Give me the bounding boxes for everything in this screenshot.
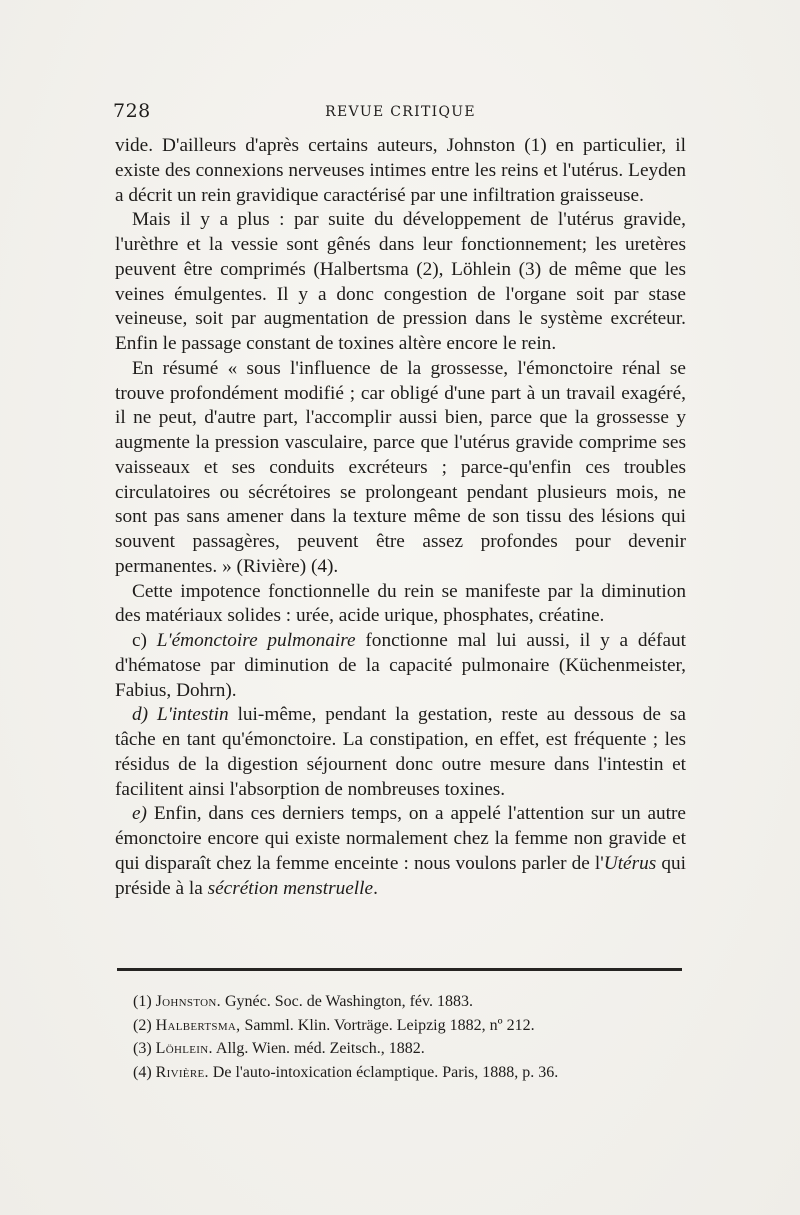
paragraph-c-text: fonctionne mal lui aussi, il y a défaut d'hématose par diminution de la capacité pulmonaire (Küchenmeister, Fabius, Dohrn). (115, 630, 686, 701)
paragraph-d (115, 703, 686, 802)
footnote-1 (133, 990, 663, 1014)
paragraph-e-text: Enfin, dans ces derniers temps, on a appelé l'attention sur un autre émonctoire encore qui existe normalement chez la femme non gravide et qui disparaît chez la femme enceinte : nous voulons parler de l' (115, 803, 686, 874)
paragraph-e-end: . (373, 877, 378, 899)
heading-emonctoire-pulmonaire: L'émonctoire pulmonaire (156, 630, 356, 651)
footnote-rule (117, 968, 682, 971)
paragraph-e (115, 802, 686, 901)
footnote-author: Rivière. (155, 1063, 209, 1081)
section-label-e: e) (132, 803, 147, 825)
paragraph-c (115, 629, 686, 703)
page-header (113, 100, 688, 126)
term-uterus: Utérus (603, 852, 657, 874)
term-secretion-menstruelle: sécrétion menstruelle (207, 877, 374, 899)
paragraph-1: vide. D'ailleurs d'après certains auteurs, Johnston (1) en particulier, il existe des connexions nerveuses intimes entre les reins et l'utérus. Leyden a décrit un rein gravidique caractérisé par une infiltration graisseuse. (115, 135, 686, 206)
running-title: REVUE CRITIQUE (325, 104, 476, 120)
footnote-2 (133, 1014, 663, 1038)
paragraph-e-middle: qui préside à la (115, 852, 686, 899)
heading-intestin: L'intestin (157, 704, 229, 726)
footnote-4 (133, 1061, 663, 1085)
body-text (115, 134, 686, 901)
footnote-number: (2) (133, 1016, 152, 1034)
footnote-3 (133, 1037, 663, 1061)
footnote-author: Johnston. (155, 993, 221, 1010)
footnote-number: (1) (133, 993, 152, 1010)
footnote-text: De l'auto-intoxication éclamptique. Paris, 1888, p. 36. (212, 1063, 559, 1081)
footnote-number: (3) (133, 1040, 152, 1057)
paragraph-2: Mais il y a plus : par suite du développement de l'utérus gravide, l'urèthre et la vessie sont gênés dans leur fonctionnement; les uretères peuvent être comprimés (Halbertsma (2), Löhlein (3) de même que les veines émulgentes. Il y a donc congestion de l'organe soit par stase veineuse, soit par augmentation de pression dans le système excréteur. Enfin le passage constant de toxines altère encore le rein. (115, 209, 686, 354)
page-number: 728 (113, 100, 151, 122)
paragraph-4: Cette impotence fonctionnelle du rein se manifeste par la diminution des matériaux solides : urée, acide urique, phosphates, créatine. (115, 580, 686, 627)
paragraph-3: En résumé « sous l'influence de la grossesse, l'émonctoire rénal se trouve profondément modifié ; car obligé d'une part à un travail exagéré, il ne peut, d'autre part, l'accomplir aussi bien, parce que la grossesse y augmente la pression vasculaire, parce que l'utérus gravide comprime ses vaisseaux et ses conduits excréteurs ; parce-qu'enfin ces troubles circulatoires ou sécrétoires se prolongeant pendant plusieurs mois, ne sont pas sans amener dans la texture même de son tissu des lésions qui souvent passagères, peuvent être assez profondes pour devenir permanentes. » (Rivière) (4). (115, 357, 686, 577)
footnote-number: (4) (133, 1063, 152, 1081)
section-label-c: c) (132, 630, 147, 651)
footnote-author: Halbertsma, (155, 1016, 241, 1034)
footnotes (133, 990, 663, 1084)
footnote-text: Samml. Klin. Vorträge. Leipzig 1882, nº 212. (244, 1016, 535, 1034)
footnote-author: Löhlein. (155, 1040, 213, 1057)
footnote-text: Gynéc. Soc. de Washington, fév. 1883. (224, 993, 473, 1010)
section-label-d: d) (132, 704, 149, 726)
paragraph-d-text: lui-même, pendant la gestation, reste au dessous de sa tâche en tant qu'émonctoire. La constipation, en effet, est fréquente ; les résidus de la digestion séjournent donc outre mesure dans l'intestin et facilitent ainsi l'absorption de nombreuses toxines. (115, 704, 686, 800)
footnote-text: Allg. Wien. méd. Zeitsch., 1882. (215, 1040, 425, 1057)
